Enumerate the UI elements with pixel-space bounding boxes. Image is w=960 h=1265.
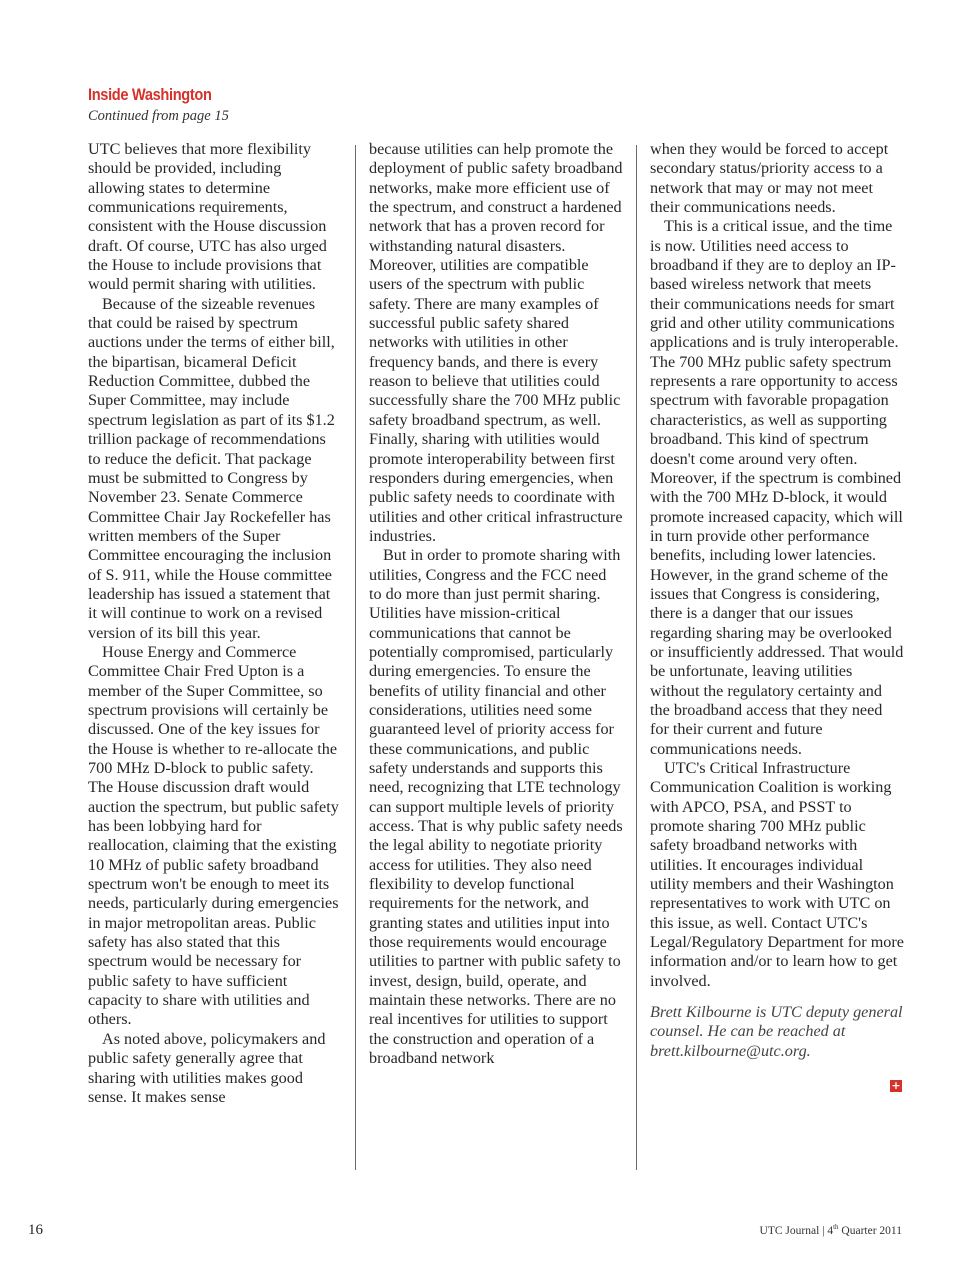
- column-divider: [355, 145, 356, 1170]
- column-1: [88, 140, 342, 1176]
- article-header: [88, 85, 232, 125]
- publication-name: UTC Journal | 4: [759, 1225, 834, 1237]
- column-3: [650, 140, 904, 1176]
- paragraph: UTC believes that more flexibility should be provided, including allowing states to determine communications requirements, consistent with the House discussion draft. Of course, UTC has also urged the House to include provisions that would permit sharing with utilities.: [88, 140, 327, 294]
- issue-quarter: Quarter 2011: [838, 1225, 902, 1237]
- column-2: [369, 140, 623, 1176]
- end-of-article-icon: +: [891, 1079, 901, 1092]
- page-number: 16: [28, 1222, 43, 1238]
- paragraph: because utilities can help promote the deployment of public safety broadband networks, make more efficient use of the spectrum, and construct a hardened network that has a proven record for withstanding natural disasters. Moreover, utilities are compatible users of the spectrum with public safety. There are many examples of successful public safety shared networks with utilities in other frequency bands, and there is every reason to believe that utilities could successfully share the 700 MHz public safety broadband spectrum, as well. Finally, sharing with utilities would promote interoperability between first responders during emergencies, when public safety needs to coordinate with utilities and other critical infrastructure industries.: [369, 140, 623, 545]
- paragraph: This is a critical issue, and the time is now. Utilities need access to broadband if they are to deploy an IP-based wireless network that meets their communications needs for smart grid and other utility communications applications and is truly interoperable. The 700 MHz public safety spectrum represents a rare opportunity to access spectrum with favorable propagation characteristics, as well as supporting broadband. This kind of spectrum doesn't come around very often. Moreover, if the spectrum is combined with the 700 MHz D-block, it would promote increased capacity, which will in turn provide other performance benefits, including lower latencies. However, in the grand scheme of the issues that Congress is considering, there is a danger that our issues regarding sharing may be overlooked or insufficiently addressed. That would be unfortunate, leaving utilities without the regulatory certainty and the broadband access that they need for their current and future communications needs.: [650, 217, 904, 758]
- paragraph: when they would be forced to accept secondary status/priority access to a network that may or may not meet their communications needs.: [650, 140, 889, 217]
- column-divider: [636, 145, 637, 1170]
- paragraph: House Energy and Commerce Committee Chair Fred Upton is a member of the Super Committee, so spectrum provisions will certainly be discussed. One of the key issues for the House is whether to re-allocate the 700 MHz D-block to public safety. The House discussion draft would auction the spectrum, but public safety has been lobbying hard for reallocation, claiming that the existing 10 MHz of public safety broadband spectrum won't be enough to meet its needs, particularly during emergencies in major metropolitan areas. Public safety has also stated that this spectrum would be necessary for public safety to have sufficient capacity to share with utilities and others.: [88, 642, 339, 1029]
- running-footer: [760, 1225, 902, 1237]
- paragraph: Because of the sizeable revenues that could be raised by spectrum auctions under the terms of either bill, the bipartisan, bicameral Deficit Reduction Committee, dubbed the Super Committee, may include spectrum legislation as part of its $1.2 trillion package of recommendations to reduce the deficit. That package must be submitted to Congress by November 23. Senate Commerce Committee Chair Jay Rockefeller has written members of the Super Committee encouraging the inclusion of S. 911, while the House committee leadership has issued a statement that it will continue to work on a revised version of its bill this year.: [88, 294, 335, 642]
- paragraph: As noted above, policymakers and public safety generally agree that sharing with utilities makes good sense. It makes sense: [88, 1029, 326, 1106]
- paragraph: But in order to promote sharing with utilities, Congress and the FCC need to do more than just permit sharing. Utilities have mission-critical communications that cannot be potentially compromised, particularly during emergencies. To ensure the benefits of utility financial and other considerations, utilities need some guaranteed level of priority access for these communications, and public safety understands and supports this need, recognizing that LTE technology can support multiple levels of priority access. That is why public safety needs the legal ability to negotiate priority access for utilities. They also need flexibility to develop functional requirements for the network, and granting states and utilities input into those requirements would encourage utilities to partner with public safety to invest, design, build, operate, and maintain these networks. There are no real incentives for utilities to support the construction and operation of a broadband network: [369, 546, 623, 1068]
- ordinal-suffix: th: [833, 1223, 839, 1232]
- section-title: Inside Washington: [88, 85, 212, 104]
- continued-from-line: Continued from page 15: [88, 108, 229, 124]
- author-bio: Brett Kilbourne is UTC deputy general counsel. He can be reached at brett.kilbourne@utc.org.: [650, 1003, 903, 1060]
- paragraph: UTC's Critical Infrastructure Communication Coalition is working with APCO, PSA, and PSST to promote sharing 700 MHz public safety broadband networks with utilities. It encourages individual utility members and their Washington representatives to work with UTC on this issue, as well. Contact UTC's Legal/Regulatory Department for more information and/or to learn how to get involved.: [650, 759, 904, 990]
